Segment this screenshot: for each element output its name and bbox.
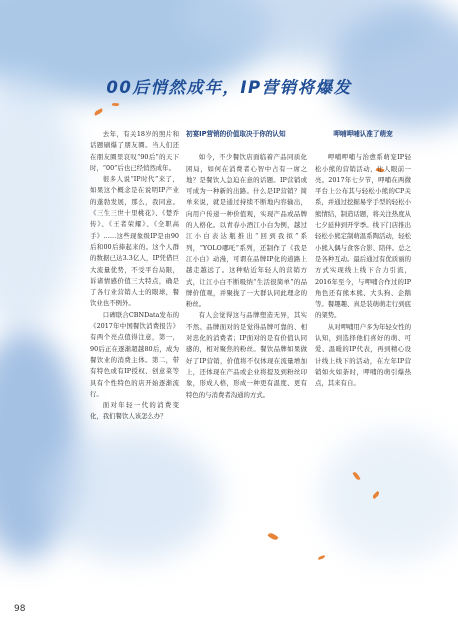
page-number: 98 — [14, 604, 26, 614]
paragraph: 如今，不少餐饮店面临着产品同质化困局，如何在消费者心智中占有一席之地？是餐饮人急迫在意的话题。IP营销或可成为一种新的出路。什么是IP营销？简单来说，就是通过持续不断地内容输出，向用户传递一种价值观，实现产品或品牌的人格化。以青春小酒江小白为例，越过江小白表达瓶推出“回到我拟”系列，“YOLO哪吒”系列，还制作了《我是江小白》动漫，可谓在品牌IP化的道路上越走越远了。这种贴近年轻人的营销方式，让江小白不断吸纳“生活很简单”的品牌价值观，并聚拢了一大群认同此理念的粉丝。 — [186, 153, 307, 309]
petal-decoration — [267, 532, 278, 542]
watercolor-wash — [40, 430, 220, 560]
paragraph: 面对年轻一代的消费变化，我们餐饮人该怎么办？ — [90, 401, 179, 421]
watercolor-wash — [320, 430, 458, 560]
article-column-1 — [90, 129, 179, 423]
section-heading: 初宴IP营销的价值取决于你的认知 — [186, 130, 286, 138]
paragraph: 口碑联合CBNData发布的《2017年中国餐饮消费报告》有两个亮点值得注意，第一，90后正在逐渐超越80后，成为餐饮业的消费主体。第二，带有特色或有IP授权、创意菜等具有个性特色的店开始逐渐流行。 — [90, 310, 179, 398]
section-heading: 呷哺呷哺认准了萌宠 — [333, 130, 393, 138]
paragraph: 呷哺呷哺与治愈系萌宠IP轻松小熊的营销活动，让人眼前一亮。2017年七夕节，呷哺在两微平台上公布其与轻松小熊的CP关系，并通过挖掘易学手型的轻松小熊情结，制造话题，将关注热度从七夕延伸到开学季。线下门店推出轻松小熊定制萌温系陶活动，轻松小熊入偶与食客合影、陪伴。总之是各种互动。最后通过有优质丽的方式实现线上线下合力引流，2016年至今，与呷哺合作过的IP角色还有熊本熊、大头狗、企鹅等。餐趣趣、真是装萌萌走行到底的架势。 — [315, 153, 411, 320]
paragraph: 去年，有关18岁的照片和话题刷爆了朋友圈。当人们还在朋友圈里哀叹“90后”的天下时，“00”后也已经悄然成年。 — [90, 130, 179, 172]
article-title: 00后悄然成年，IP营销将爆发 — [106, 78, 352, 97]
article-column-2 — [186, 129, 307, 401]
petal-decoration — [112, 102, 119, 106]
article-column-3 — [315, 129, 411, 390]
paragraph: 很多人说“IP时代”来了，如果这个概念是在说明IP产业的蓬勃发展，那么，我同意。《三生三世十里桃花》、《楚乔传》、《王者荣耀》、《全职高手》……这些现象级IP是由90后和00后捧起来的。这个人群的数据已达3.3亿人，IP凭借巨大流量优势，不受平台局限，诉诸情感价值三大特点，确是了各行业营销人士的眼球，餐饮业也不例外。 — [90, 175, 179, 308]
paragraph: 从对呷哺用户多为年轻女性的认知，到选择他们喜好的萌、可爱、温暖的IP代表，再到精心设计线上线下的活动，在左年IP营销如火如荼时，呷哺的萌引爆热点，其来有自。 — [315, 322, 411, 388]
watercolor-wash — [0, 70, 80, 330]
petal-decoration — [94, 108, 104, 115]
petal-decoration — [318, 555, 326, 560]
paragraph: 有人会觉得这与品牌塑造无异，其实不然。品牌面对的是觉得品牌可靠的、相对忠化的消费者；IP面对的是有价值认同感的，相对聚焦的粉丝。餐饮品牌如果做好了IP营销，价值将不仅体现在流量增加上，还体现在产品或企业将提及到粉丝印象，形成人格，形成一种更有温度、更有特色的与消费者沟通的方式。 — [186, 311, 307, 399]
